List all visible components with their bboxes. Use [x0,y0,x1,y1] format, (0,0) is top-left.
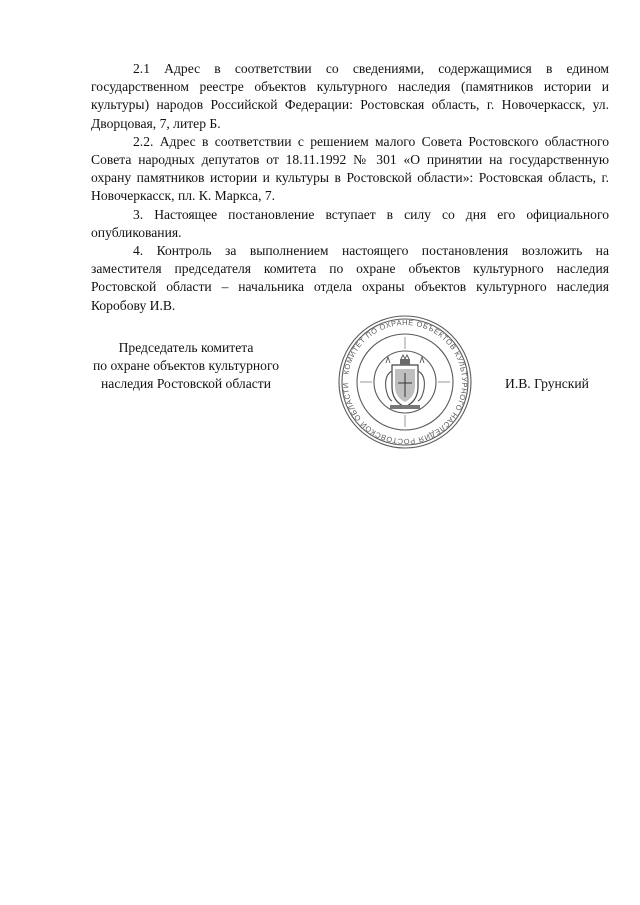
official-seal-stamp [330,313,480,451]
paragraph-3: 3. Настоящее постановление вступает в силу со дня его официального опубликования. [91,206,609,240]
signatory-position-line: по охране объектов культурного [92,358,280,374]
signatory-name: И.В. Грунский [505,376,589,391]
coat-of-arms-emblem [386,355,425,409]
signatory-position-line: Председатель комитета [118,340,254,355]
paragraph-2-1: 2.1 Адрес в соответствии со сведениями, содержащимися в едином государственном реестре объектов культурного наследия (памятников истории и культуры) народов Российской Федерации: Ростовская область, г. Новочеркасск, ул. Дворцовая, 7, литер Б. [91,61,609,131]
signatory-position [70,339,302,394]
signatory-position-line: наследия Ростовской области [101,376,271,392]
seal-ring-text: КОМИТЕТ ПО ОХРАНЕ ОБЪЕКТОВ КУЛЬТУРНОГО НАСЛЕДИЯ РОСТОВСКОЙ ОБЛАСТИ [340,317,470,447]
paragraph-2-2: 2.2. Адрес в соответствии с решением малого Совета Ростовского областного Совета народных депутатов от 18.11.1992 № 301 «О принятии на государственную охрану памятников истории и культуры в Ростовской области»: Ростовская область, г. Новочеркасск, пл. К. Маркса, 7. [91,133,609,204]
paragraph-4: 4. Контроль за выполнением настоящего постановления возложить на заместителя председателя комитета по охране объектов культурного наследия Ростовской области – начальника отдела охраны объектов культурного наследия Коробову И.В. [91,243,609,313]
document-body [91,60,609,315]
